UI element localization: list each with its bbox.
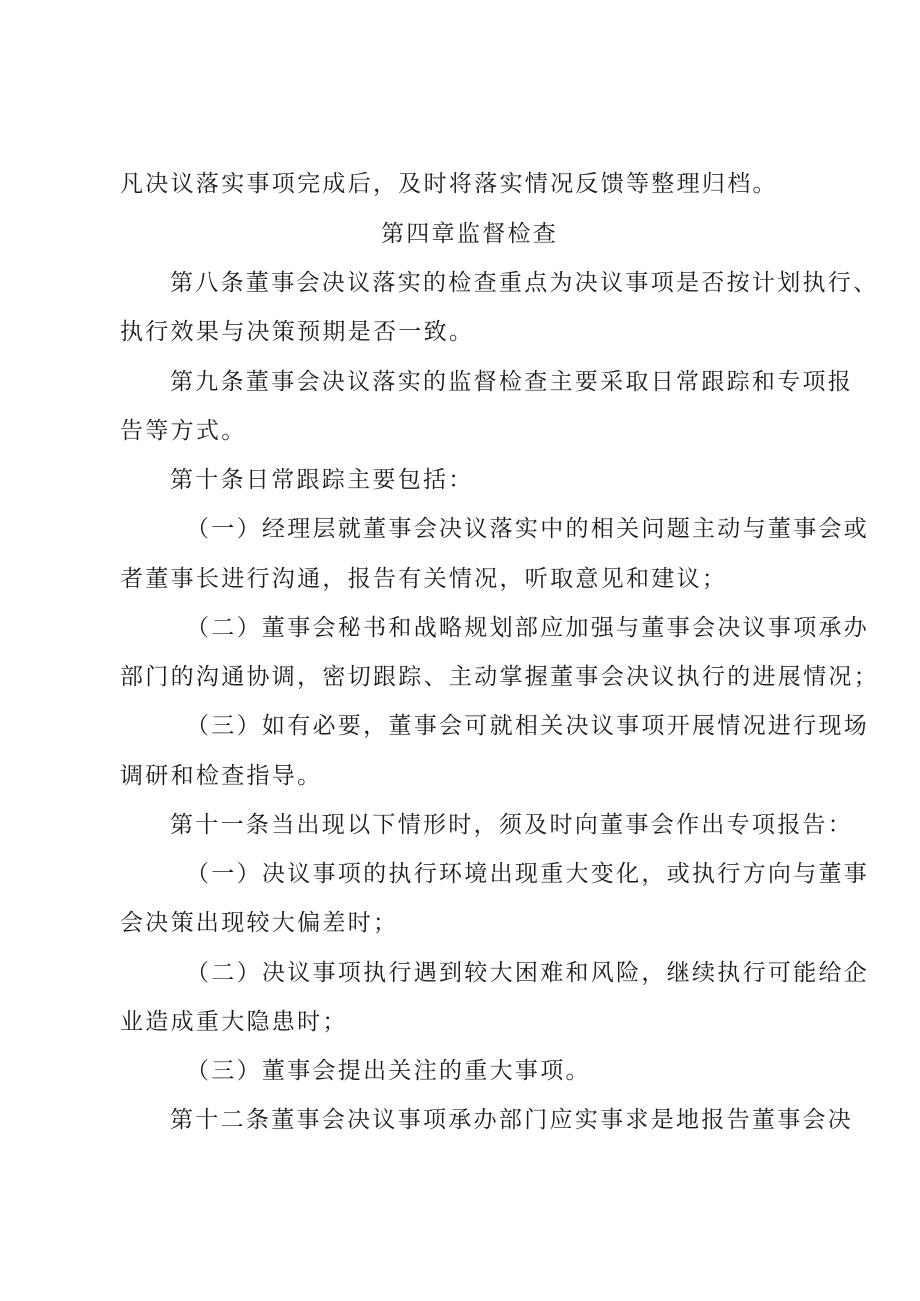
text-line-archive: 凡决议落实事项完成后，及时将落实情况反馈等整理归档。: [120, 171, 778, 197]
article-10-item-3-line-2: 调研和检查指导。: [120, 763, 323, 789]
article-11-item-1-line-2: 会决策出现较大偏差时；: [120, 910, 399, 936]
article-9-line-2: 告等方式。: [120, 418, 247, 444]
article-11-item-2-line-1: （二）决议事项执行遇到较大困难和风险，继续执行可能给企: [186, 960, 870, 986]
article-9-line-1: 第九条董事会决议落实的监督检查主要采取日常跟踪和专项报: [170, 369, 854, 395]
article-8-line-1: 第八条董事会决议落实的检查重点为决议事项是否按计划执行、: [170, 270, 879, 296]
article-11-item-3-line: （三）董事会提出关注的重大事项。: [186, 1058, 591, 1084]
article-10-item-3-line-1: （三）如有必要，董事会可就相关决议事项开展情况进行现场: [186, 713, 870, 739]
article-11-line: 第十一条当出现以下情形时，须及时向董事会作出专项报告：: [170, 812, 854, 838]
article-10-item-1-line-1: （一）经理层就董事会决议落实中的相关问题主动与董事会或: [186, 516, 870, 542]
article-12-line-1: 第十二条董事会决议事项承办部门应实事求是地报告董事会决: [170, 1107, 854, 1133]
article-10-item-2-line-1: （二）董事会秘书和战略规划部应加强与董事会决议事项承办: [186, 615, 870, 641]
chapter-heading: 第四章监督检查: [381, 221, 559, 247]
article-10-item-2-line-2: 部门的沟通协调，密切跟踪、主动掌握董事会决议执行的进展情况；: [120, 664, 879, 690]
article-10-item-1-line-2: 者董事长进行沟通，报告有关情况，听取意见和建议；: [120, 566, 728, 592]
article-11-item-2-line-2: 业造成重大隐患时；: [120, 1009, 348, 1035]
article-11-item-1-line-1: （一）决议事项的执行环境出现重大变化，或执行方向与董事: [186, 861, 870, 887]
article-10-line: 第十条日常跟踪主要包括：: [170, 467, 474, 493]
article-8-line-2: 执行效果与决策预期是否一致。: [120, 319, 475, 345]
